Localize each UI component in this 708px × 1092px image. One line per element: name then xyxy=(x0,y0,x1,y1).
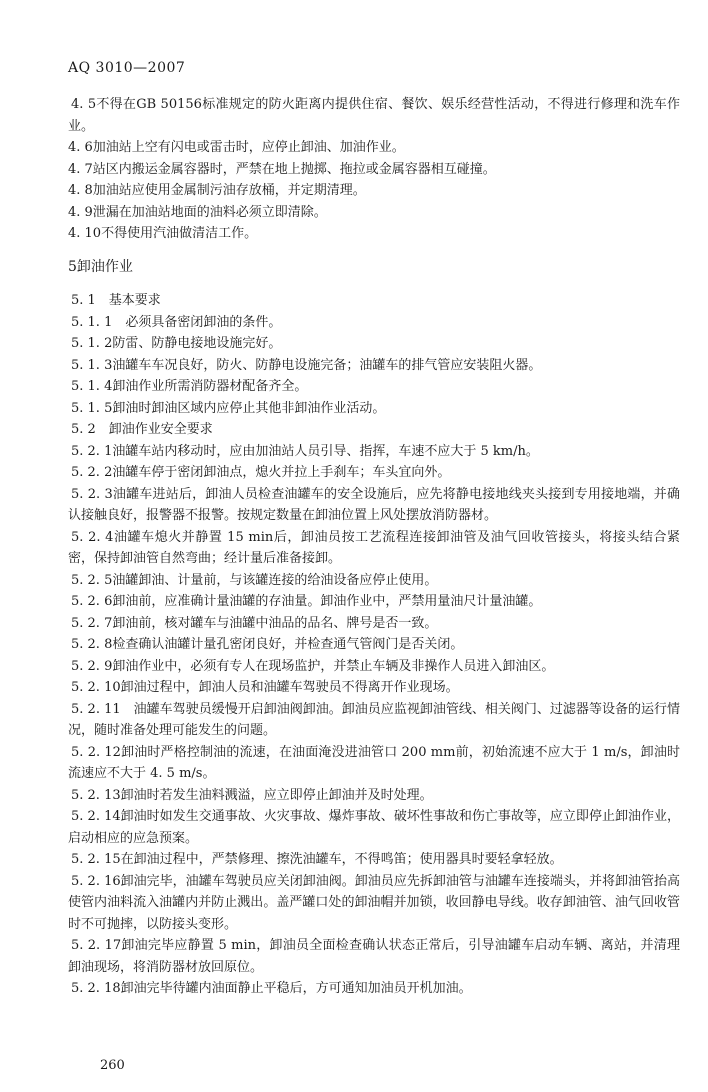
clause-5-1-2: 5. 1. 2防雷、防静电接地设施完好。 xyxy=(71,336,282,351)
page-number: 260 xyxy=(100,1058,125,1073)
section-5-body xyxy=(68,290,680,1000)
clause-5-1-5: 5. 1. 5卸油时卸油区域内应停止其他非卸油作业活动。 xyxy=(71,400,386,416)
clause-5-2-12: 5. 2. 12卸油时严格控制油的流速，在油面淹没进油管口 200 mm前，初始流速不应大于 1 m/s，卸油时流速应不大于 4. 5 m/s。 xyxy=(68,744,680,781)
clause-5-2-3: 5. 2. 3油罐车进站后，卸油人员检查油罐车的安全设施后，应先将静电接地线夹头接到专用接地端，并确认接触良好，报警器不报警。按规定数量在卸油位置上风处摆放消防器材。 xyxy=(68,486,680,523)
clause-4-5: 4. 5不得在GB 50156标准规定的防火距离内提供住宿、餐饮、娱乐经营性活动，不得进行修理和洗车作业。 xyxy=(68,97,680,134)
clause-5-2-8: 5. 2. 8检查确认油罐计量孔密闭良好，并检查通气管阀门是否关闭。 xyxy=(71,637,464,652)
clause-5-1-4: 5. 1. 4卸油作业所需消防器材配备齐全。 xyxy=(71,379,308,394)
clause-5-2-11: 5. 2. 11 油罐车驾驶员缓慢开启卸油阀卸油。卸油员应监视卸油管线、相关阀门、过滤器等设备的运行情况，随时准备处理可能发生的问题。 xyxy=(68,701,680,738)
clause-5-2-13: 5. 2. 13卸油时若发生油料溅溢，应立即停止卸油并及时处理。 xyxy=(71,787,433,803)
clause-4-6: 4. 6加油站上空有闪电或雷击时，应停止卸油、加油作业。 xyxy=(68,140,405,155)
clause-5-2-9: 5. 2. 9卸油作业中，必须有专人在现场监护，并禁止车辆及非操作人员进入卸油区。 xyxy=(71,658,555,674)
clause-5-2-10: 5. 2. 10卸油过程中，卸油人员和油罐车驾驶员不得离开作业现场。 xyxy=(71,680,459,695)
section-4-body xyxy=(68,94,680,245)
clause-4-8: 4. 8加油站应使用金属制污油存放桶，并定期清理。 xyxy=(68,183,366,198)
clause-5-2-18: 5. 2. 18卸油完毕待罐内油面静止平稳后，方可通知加油员开机加油。 xyxy=(71,981,472,996)
clause-5-2-2: 5. 2. 2油罐车停于密闭卸油点，熄火并拉上手刹车；车头宜向外。 xyxy=(71,465,451,480)
clause-4-9: 4. 9泄漏在加油站地面的油料必须立即清除。 xyxy=(68,204,327,220)
clause-5-2-16: 5. 2. 16卸油完毕，油罐车驾驶员应关闭卸油阀。卸油员应先拆卸油管与油罐车连接端头，并将卸油管抬高使管内油料流入油罐内并防止溅出。盖严罐口处的卸油帽并加锁，收回静电导线。收存卸油管、油气回收管时不可抛摔，以防接头变形。 xyxy=(68,873,680,932)
clause-5-2-17: 5. 2. 17卸油完毕应静置 5 min，卸油员全面检查确认状态正常后，引导油罐车启动车辆、离站，并清理卸油现场，将消防器材放回原位。 xyxy=(68,938,680,975)
clause-5-1-3: 5. 1. 3油罐车车况良好，防火、防静电设施完备；油罐车的排气管应安装阻火器。 xyxy=(71,357,542,373)
clause-5-2-1: 5. 2. 1油罐车站内移动时，应由加油站人员引导、指挥，车速不应大于 5 km/h。 xyxy=(71,443,539,459)
clause-5-2-7: 5. 2. 7卸油前，核对罐车与油罐中油品的品名、牌号是否一致。 xyxy=(71,615,438,631)
clause-5-1-1: 5. 1. 1 必须具备密闭卸油的条件。 xyxy=(71,314,282,330)
clause-4-7: 4. 7站区内搬运金属容器时，严禁在地上抛掷、拖拉或金属容器相互碰撞。 xyxy=(68,161,496,177)
clause-5-2: 5. 2 卸油作业安全要求 xyxy=(71,422,213,437)
clause-5-2-14: 5. 2. 14卸油时如发生交通事故、火灾事故、爆炸事故、破坏性事故和伤亡事故等，应立即停止卸油作业，启动相应的应急预案。 xyxy=(68,809,680,846)
clause-5-2-6: 5. 2. 6卸油前，应准确计量油罐的存油量。卸油作业中，严禁用量油尺计量油罐。 xyxy=(71,594,542,609)
clause-5-2-4: 5. 2. 4油罐车熄火并静置 15 min后，卸油员按工艺流程连接卸油管及油气回收管接头，将接头结合紧密，保持卸油管自然弯曲；经计量后准备接卸。 xyxy=(68,529,680,566)
clause-4-10: 4. 10不得使用汽油做清洁工作。 xyxy=(68,226,258,241)
clause-5-1: 5. 1 基本要求 xyxy=(71,293,161,308)
section-5-title: 5卸油作业 xyxy=(68,259,133,275)
clause-5-2-5: 5. 2. 5油罐卸油、计量前，与该罐连接的给油设备应停止使用。 xyxy=(71,572,438,588)
clause-5-2-15: 5. 2. 15在卸油过程中，严禁修理、擦洗油罐车，不得鸣笛；使用器具时要轻拿轻放。 xyxy=(71,852,563,867)
document-header: AQ 3010—2007 xyxy=(68,60,186,76)
